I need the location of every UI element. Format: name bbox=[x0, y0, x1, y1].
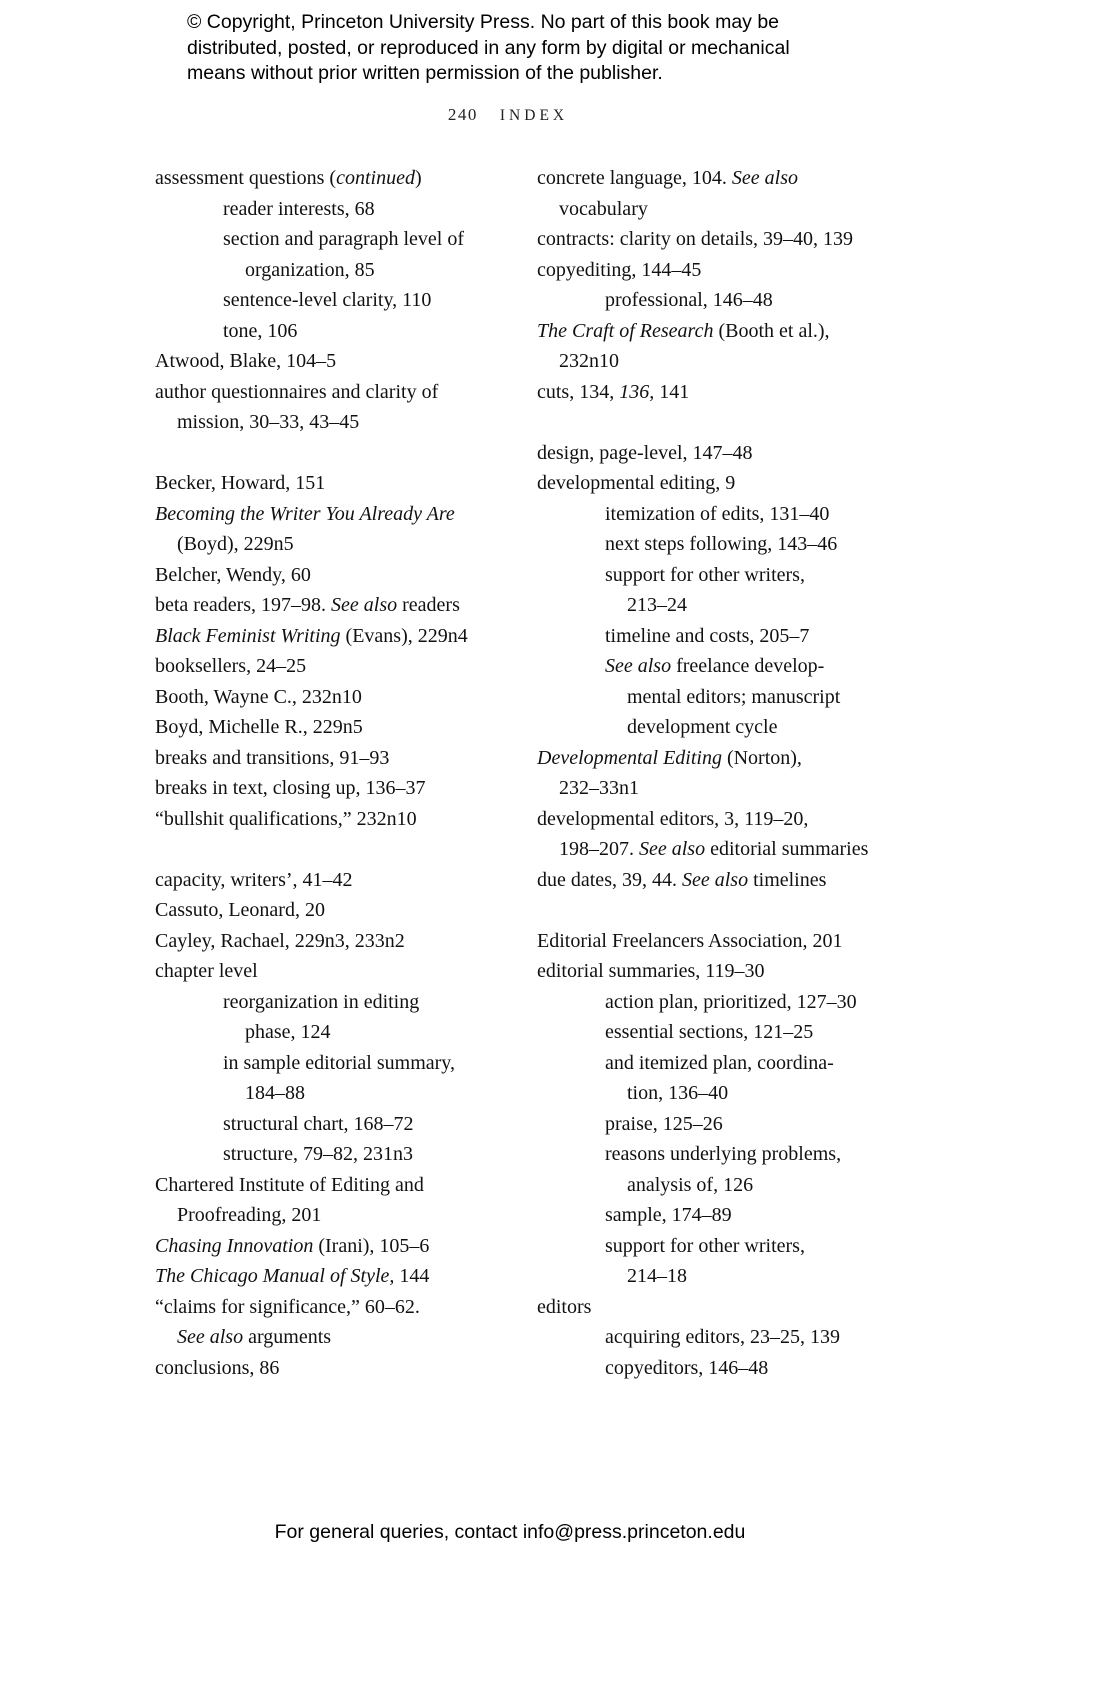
index-line bbox=[537, 651, 871, 682]
index-text: mission, 30–33, 43–45 bbox=[177, 411, 360, 433]
index-text-italic: See also bbox=[605, 655, 672, 677]
index-line bbox=[155, 1353, 489, 1384]
index-line bbox=[155, 865, 489, 896]
index-text: tion, 136–40 bbox=[627, 1082, 729, 1104]
index-line bbox=[155, 895, 489, 926]
index-line bbox=[537, 255, 871, 286]
index-text: ) bbox=[414, 167, 422, 189]
index-text: (Evans), 229n4 bbox=[340, 624, 468, 647]
index-line bbox=[155, 285, 489, 316]
index-text: timelines bbox=[748, 868, 827, 891]
index-text: in sample editorial summary, bbox=[223, 1051, 455, 1074]
index-line bbox=[537, 1261, 871, 1292]
index-line bbox=[537, 590, 871, 621]
index-text: reader interests, 68 bbox=[223, 197, 375, 220]
index-text: praise, 125–26 bbox=[605, 1112, 723, 1135]
index-line bbox=[155, 468, 489, 499]
index-text: contracts: clarity on details, 39–40, 139 bbox=[537, 228, 854, 250]
index-text: 184–88 bbox=[245, 1082, 305, 1104]
index-line bbox=[537, 1078, 871, 1109]
index-text: mental editors; manuscript bbox=[627, 685, 841, 708]
index-line bbox=[155, 590, 489, 621]
index-line bbox=[155, 194, 489, 225]
copyright-notice-line: © Copyright, Princeton University Press. No part of this book may be bbox=[187, 11, 780, 33]
index-text: itemization of edits, 131–40 bbox=[605, 502, 830, 525]
index-line bbox=[155, 407, 489, 438]
index-line bbox=[155, 163, 489, 194]
index-text-italic: Developmental Editing bbox=[537, 746, 722, 769]
index-text: tone, 106 bbox=[223, 319, 298, 342]
index-text: freelance develop- bbox=[671, 655, 825, 677]
index-column-left bbox=[155, 163, 489, 1383]
index-text: “bullshit qualifications,” 232n10 bbox=[155, 807, 417, 830]
index-line bbox=[537, 1109, 871, 1140]
index-text: 232–33n1 bbox=[559, 777, 639, 799]
index-line bbox=[155, 1261, 489, 1292]
index-text-italic: Becoming the Writer You Already Are bbox=[155, 502, 455, 525]
index-line bbox=[537, 987, 871, 1018]
index-line bbox=[537, 1231, 871, 1262]
index-line bbox=[155, 956, 489, 987]
index-line bbox=[155, 987, 489, 1018]
index-text: developmental editing, 9 bbox=[537, 472, 736, 494]
index-line bbox=[537, 316, 871, 347]
index-line bbox=[155, 1292, 489, 1323]
index-line bbox=[155, 1139, 489, 1170]
index-line bbox=[155, 560, 489, 591]
index-text-italic: Chasing Innovation bbox=[155, 1234, 314, 1257]
index-text: 141 bbox=[654, 380, 690, 403]
index-text: support for other writers, bbox=[605, 563, 805, 586]
index-text: developmental editors, 3, 119–20, bbox=[537, 807, 809, 830]
index-text-italic: See also bbox=[177, 1326, 244, 1348]
index-line bbox=[155, 529, 489, 560]
index-text: cuts, 134, bbox=[537, 380, 620, 403]
index-line bbox=[537, 956, 871, 987]
index-text: professional, 146–48 bbox=[605, 289, 773, 311]
index-line bbox=[155, 1170, 489, 1201]
index-text: 144 bbox=[394, 1265, 430, 1287]
index-text: due dates, 39, 44. bbox=[537, 868, 682, 891]
running-head bbox=[155, 105, 861, 125]
index-text: support for other writers, bbox=[605, 1234, 805, 1257]
index-line bbox=[537, 621, 871, 652]
index-line bbox=[537, 346, 871, 377]
index-text-italic: The Chicago Manual of Style, bbox=[155, 1265, 395, 1287]
index-line bbox=[155, 926, 489, 957]
index-line bbox=[537, 194, 871, 225]
index-text: and itemized plan, coordina- bbox=[605, 1051, 834, 1074]
index-text-italic: See also bbox=[331, 594, 398, 616]
index-line bbox=[155, 1200, 489, 1231]
index-body bbox=[155, 163, 871, 1383]
index-text: copyeditors, 146–48 bbox=[605, 1356, 769, 1379]
index-text: essential sections, 121–25 bbox=[605, 1021, 814, 1043]
index-line bbox=[155, 743, 489, 774]
index-line bbox=[537, 529, 871, 560]
index-line bbox=[155, 316, 489, 347]
index-text: design, page-level, 147–48 bbox=[537, 441, 753, 464]
index-line bbox=[537, 560, 871, 591]
index-text-italic: See also bbox=[681, 868, 749, 891]
index-line bbox=[537, 224, 871, 255]
index-text: timeline and costs, 205–7 bbox=[605, 624, 810, 647]
index-text: structure, 79–82, 231n3 bbox=[223, 1143, 413, 1165]
index-line bbox=[537, 163, 871, 194]
index-line bbox=[537, 1353, 871, 1384]
index-line bbox=[537, 834, 871, 865]
index-text: Becker, Howard, 151 bbox=[155, 472, 326, 494]
index-text: 232n10 bbox=[559, 350, 619, 372]
index-line bbox=[537, 1017, 871, 1048]
index-text: Editorial Freelancers Association, 201 bbox=[537, 929, 843, 952]
index-text: 198–207. bbox=[559, 838, 639, 860]
index-text: analysis of, 126 bbox=[627, 1173, 754, 1196]
index-column-right bbox=[537, 163, 871, 1383]
index-line bbox=[537, 1322, 871, 1353]
index-text: reorganization in editing bbox=[223, 990, 420, 1013]
index-line bbox=[155, 682, 489, 713]
index-line bbox=[155, 346, 489, 377]
index-line bbox=[537, 865, 871, 896]
index-text: editorial summaries, 119–30 bbox=[537, 960, 765, 982]
index-line bbox=[537, 1200, 871, 1231]
index-line bbox=[537, 804, 871, 835]
index-line bbox=[537, 773, 871, 804]
index-line bbox=[155, 804, 489, 835]
index-line bbox=[537, 926, 871, 957]
copyright-notice-line: means without prior written permission of the publisher. bbox=[187, 62, 663, 84]
index-line bbox=[537, 1292, 871, 1323]
index-text: booksellers, 24–25 bbox=[155, 655, 307, 677]
index-text: Atwood, Blake, 104–5 bbox=[155, 350, 337, 372]
index-text: breaks and transitions, 91–93 bbox=[155, 746, 390, 769]
index-text: conclusions, 86 bbox=[155, 1356, 280, 1379]
index-text: Cayley, Rachael, 229n3, 233n2 bbox=[155, 929, 405, 952]
index-line bbox=[155, 1231, 489, 1262]
index-line bbox=[537, 285, 871, 316]
index-text: author questionnaires and clarity of bbox=[155, 380, 439, 403]
index-text: beta readers, 197–98. bbox=[155, 594, 332, 616]
index-text: (Boyd), 229n5 bbox=[177, 533, 294, 555]
index-text: vocabulary bbox=[559, 197, 648, 220]
index-text: (Booth et al.), bbox=[713, 319, 830, 342]
index-text: next steps following, 143–46 bbox=[605, 533, 838, 555]
index-line bbox=[155, 712, 489, 743]
index-line bbox=[537, 499, 871, 530]
index-text: capacity, writers’, 41–42 bbox=[155, 868, 353, 891]
index-text: structural chart, 168–72 bbox=[223, 1112, 414, 1135]
index-text: 214–18 bbox=[627, 1265, 687, 1287]
index-line bbox=[537, 682, 871, 713]
index-line bbox=[537, 743, 871, 774]
index-line bbox=[537, 1170, 871, 1201]
index-text: section and paragraph level of bbox=[223, 228, 465, 250]
index-text: Cassuto, Leonard, 20 bbox=[155, 899, 325, 921]
index-line bbox=[155, 255, 489, 286]
index-line bbox=[537, 1139, 871, 1170]
index-text-italic: See also bbox=[639, 838, 706, 860]
index-text: 213–24 bbox=[627, 594, 687, 616]
index-text: Belcher, Wendy, 60 bbox=[155, 563, 311, 586]
index-line bbox=[537, 377, 871, 408]
index-line bbox=[537, 438, 871, 469]
index-line bbox=[155, 1109, 489, 1140]
index-line bbox=[155, 1322, 489, 1353]
index-line bbox=[537, 1048, 871, 1079]
index-text: “claims for significance,” 60–62. bbox=[155, 1295, 420, 1318]
index-text-italic: See also bbox=[731, 167, 799, 189]
index-line bbox=[155, 224, 489, 255]
index-text: sample, 174–89 bbox=[605, 1204, 732, 1226]
index-heading: INDEX bbox=[499, 107, 569, 124]
index-text: sentence-level clarity, 110 bbox=[223, 289, 432, 311]
index-line bbox=[155, 377, 489, 408]
index-text-italic: 136, bbox=[619, 380, 655, 403]
index-text: Chartered Institute of Editing and bbox=[155, 1173, 424, 1196]
index-text-italic: The Craft of Research bbox=[537, 319, 714, 342]
index-line bbox=[155, 773, 489, 804]
index-text-italic: Black Feminist Writing bbox=[155, 624, 341, 647]
index-text: reasons underlying problems, bbox=[605, 1143, 842, 1165]
index-line bbox=[155, 621, 489, 652]
index-text: editors bbox=[537, 1295, 592, 1318]
index-text: Proofreading, 201 bbox=[177, 1204, 322, 1226]
copyright-notice-line: distributed, posted, or reproduced in any form by digital or mechanical bbox=[187, 36, 790, 59]
index-text: phase, 124 bbox=[245, 1021, 331, 1043]
index-line bbox=[155, 1078, 489, 1109]
index-line bbox=[155, 499, 489, 530]
index-line bbox=[537, 712, 871, 743]
index-text: copyediting, 144–45 bbox=[537, 258, 702, 281]
index-text: chapter level bbox=[155, 960, 258, 982]
index-text: editorial summaries bbox=[705, 838, 869, 860]
queries-footer: For general queries, contact info@press.princeton.edu bbox=[274, 1521, 746, 1543]
index-line bbox=[155, 651, 489, 682]
index-text: Boyd, Michelle R., 229n5 bbox=[155, 716, 363, 738]
index-text: action plan, prioritized, 127–30 bbox=[605, 990, 857, 1013]
page-number: 240 bbox=[447, 105, 478, 124]
index-text: assessment questions ( bbox=[155, 167, 337, 189]
index-text: breaks in text, closing up, 136–37 bbox=[155, 777, 426, 799]
index-text: Booth, Wayne C., 232n10 bbox=[155, 685, 362, 708]
index-line bbox=[155, 1017, 489, 1048]
index-text: (Norton), bbox=[721, 746, 802, 769]
index-text: arguments bbox=[243, 1326, 332, 1348]
index-text-italic: continued bbox=[336, 167, 415, 189]
index-line bbox=[155, 1048, 489, 1079]
copyright-notice bbox=[187, 10, 790, 87]
index-text: acquiring editors, 23–25, 139 bbox=[605, 1326, 840, 1348]
index-text: development cycle bbox=[627, 716, 778, 738]
index-text: readers bbox=[397, 594, 460, 616]
index-line bbox=[537, 468, 871, 499]
index-text: concrete language, 104. bbox=[537, 167, 732, 189]
index-text: (Irani), 105–6 bbox=[313, 1234, 430, 1257]
index-text: organization, 85 bbox=[245, 258, 375, 281]
